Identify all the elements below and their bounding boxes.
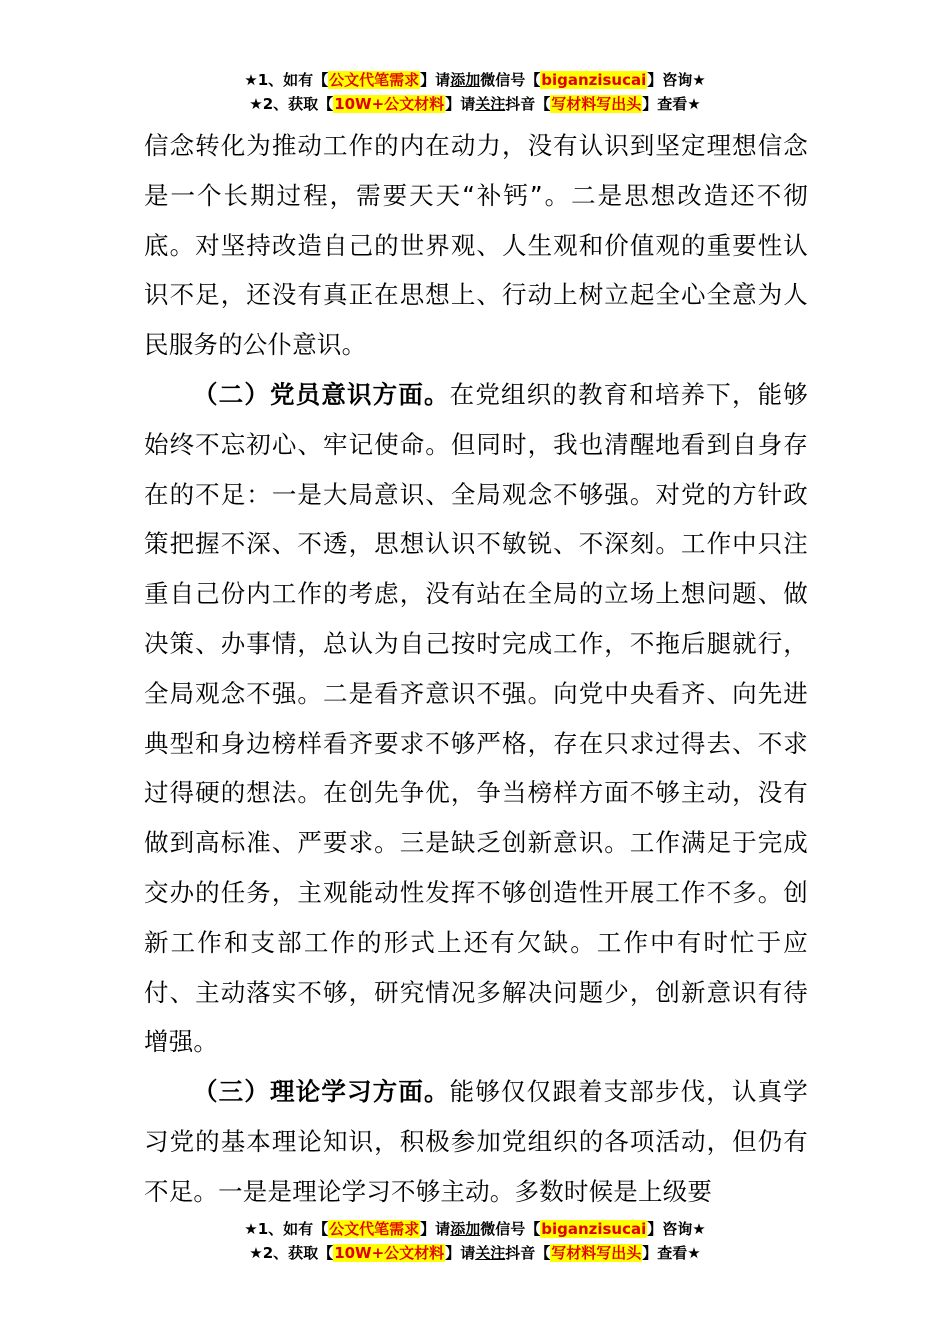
banner-text: 】请 — [445, 1244, 476, 1262]
banner-text: ★2、获取【 — [249, 1244, 334, 1262]
banner-line-1 — [0, 1217, 950, 1241]
section-heading: （三）理论学习方面。 — [193, 1077, 450, 1107]
banner-text: ★1、如有【 — [244, 1220, 329, 1238]
banner-text: 】查看★ — [642, 1244, 701, 1262]
header-banner — [0, 68, 950, 116]
banner-text: 抖音【 — [505, 95, 551, 113]
banner-line-2 — [0, 92, 950, 116]
banner-highlight: 10W+公文材料 — [334, 1244, 445, 1262]
banner-text: 】请 — [420, 1220, 451, 1238]
document-body — [144, 121, 808, 1217]
banner-underline: 添加 — [450, 1220, 481, 1238]
banner-line-1 — [0, 68, 950, 92]
banner-text: 】查看★ — [642, 95, 701, 113]
banner-highlight: 公文代笔需求 — [329, 1220, 420, 1238]
banner-text: 】请 — [420, 71, 451, 89]
banner-text: ★2、获取【 — [249, 95, 334, 113]
banner-text: 抖音【 — [505, 1244, 551, 1262]
paragraph-text: 在党组织的教育和培养下，能够始终不忘初心、牢记使命。但同时，我也清醒地看到自身存在的不足：一是大局意识、全局观念不够强。对党的方针政策把握不深、不透，思想认识不敏锐、不深刻。工作中只注重自己份内工作的考虑，没有站在全局的立场上想问题、做决策、办事情，总认为自己按时完成工作，不拖后腿就行，全局观念不强。二是看齐意识不强。向党中央看齐、向先进典型和身边榜样看齐要求不够严格，存在只求过得去、不求过得硬的想法。在创先争优，争当榜样方面不够主动，没有做到高标准、严要求。三是缺乏创新意识。工作满足于完成交办的任务，主观能动性发挥不够创造性开展工作不多。创新工作和支部工作的形式上还有欠缺。工作中有时忙于应付、主动落实不够，研究情况多解决问题少，创新意识有待增强。 — [144, 379, 808, 1057]
paragraph-1 — [144, 121, 808, 370]
paragraph-text: 信念转化为推动工作的内在动力，没有认识到坚定理想信念是一个长期过程，需要天天“补钙”。二是思想改造还不彻底。对坚持改造自己的世界观、人生观和价值观的重要性认识不足，还没有真正在思想上、行动上树立起全心全意为人民服务的公仆意识。 — [144, 131, 808, 360]
paragraph-3 — [144, 1067, 808, 1216]
banner-underline: 添加 — [450, 71, 481, 89]
banner-text: 微信号【 — [480, 71, 541, 89]
banner-highlight: 写材料写出头 — [551, 95, 642, 113]
banner-underline: 关注 — [475, 1244, 506, 1262]
banner-highlight: 公文代笔需求 — [329, 71, 420, 89]
banner-text: 】咨询★ — [647, 71, 706, 89]
banner-line-2 — [0, 1241, 950, 1265]
banner-highlight: 10W+公文材料 — [334, 95, 445, 113]
banner-underline: 关注 — [475, 95, 506, 113]
banner-text: 微信号【 — [480, 1220, 541, 1238]
banner-text: ★1、如有【 — [244, 71, 329, 89]
footer-banner — [0, 1217, 950, 1265]
paragraph-text: 能够仅仅跟着支部步伐，认真学习党的基本理论知识，积极参加党组织的各项活动，但仍有不足。一是是理论学习不够主动。多数时候是上级要 — [144, 1077, 808, 1206]
paragraph-2 — [144, 370, 808, 1067]
banner-highlight: biganzisucai — [541, 1220, 647, 1238]
banner-text: 】咨询★ — [647, 1220, 706, 1238]
section-heading: （二）党员意识方面。 — [193, 379, 450, 409]
banner-highlight: biganzisucai — [541, 71, 647, 89]
banner-text: 】请 — [445, 95, 476, 113]
banner-highlight: 写材料写出头 — [551, 1244, 642, 1262]
